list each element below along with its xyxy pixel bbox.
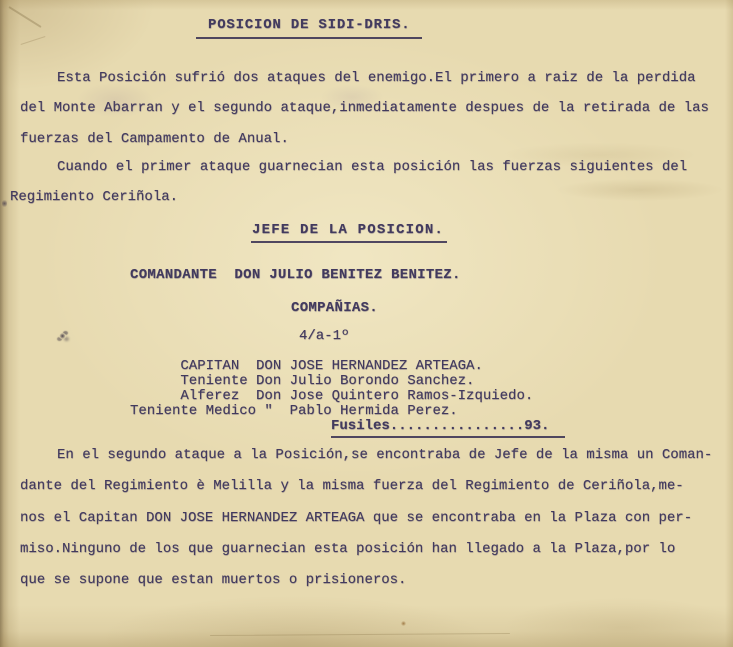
ink-speck <box>2 199 7 208</box>
officer-line: Alferez Don Jose Quintero Ramos-Izquiedo. <box>130 388 534 405</box>
paper-crease <box>210 633 510 636</box>
paragraph-line: En el segundo ataque a la Posición,se encontraba de Jefe de la misma un Coman- <box>57 447 713 463</box>
paragraph-line: que se supone que estan muertos o prisioneros. <box>20 572 407 589</box>
ink-speck <box>401 621 406 626</box>
company-designation: 4/a-1º <box>299 328 350 344</box>
paragraph-line: nos el Capitan DON JOSE HERNANDEZ ARTEAGA que se encontraba en la Plaza con per- <box>20 509 693 526</box>
officer-line: Teniente Don Julio Borondo Sanchez. <box>130 373 475 390</box>
rifles-count-line: Fusiles................93. <box>331 418 565 438</box>
officer-line: Teniente Medico " Pablo Hermida Perez. <box>130 403 458 420</box>
paragraph-line: Esta Posición sufrió dos ataques del enemigo.El primero a raiz de la perdida <box>57 70 696 86</box>
commander-line: COMANDANTE DON JULIO BENITEZ BENITEZ. <box>130 267 461 283</box>
paragraph-first-attack <box>20 63 709 154</box>
officer-list <box>130 359 533 420</box>
paragraph-line: dante del Regimiento è Melilla y la misma fuerza del Regimiento de Ceriñola,me- <box>20 478 684 495</box>
paragraph-line: Regimiento Ceriñola. <box>10 189 179 206</box>
paper-crease <box>8 6 41 28</box>
paragraph-line: del Monte Abarran y el segundo ataque,inmediatamente despues de la retirada de las <box>20 100 709 117</box>
paragraph-line: Cuando el primer ataque guarnecian esta posición las fuerzas siguientes del <box>57 159 688 175</box>
paragraph-garrison <box>10 152 688 213</box>
officer-line: CAPITAN DON JOSE HERNANDEZ ARTEAGA. <box>130 358 483 374</box>
companies-heading: COMPAÑIAS. <box>291 300 379 316</box>
paper-crease <box>20 36 45 45</box>
document-title: POSICION DE SIDI-DRIS. <box>196 17 422 39</box>
paragraph-second-attack <box>20 440 712 596</box>
paragraph-line: miso.Ninguno de los que guarnecian esta posición han llegado a la Plaza,por lo <box>20 540 676 557</box>
paragraph-line: fuerzas del Campamento de Anual. <box>20 130 289 147</box>
section-heading-jefe: JEFE DE LA POSICION. <box>251 222 447 243</box>
ink-speck <box>59 333 66 339</box>
